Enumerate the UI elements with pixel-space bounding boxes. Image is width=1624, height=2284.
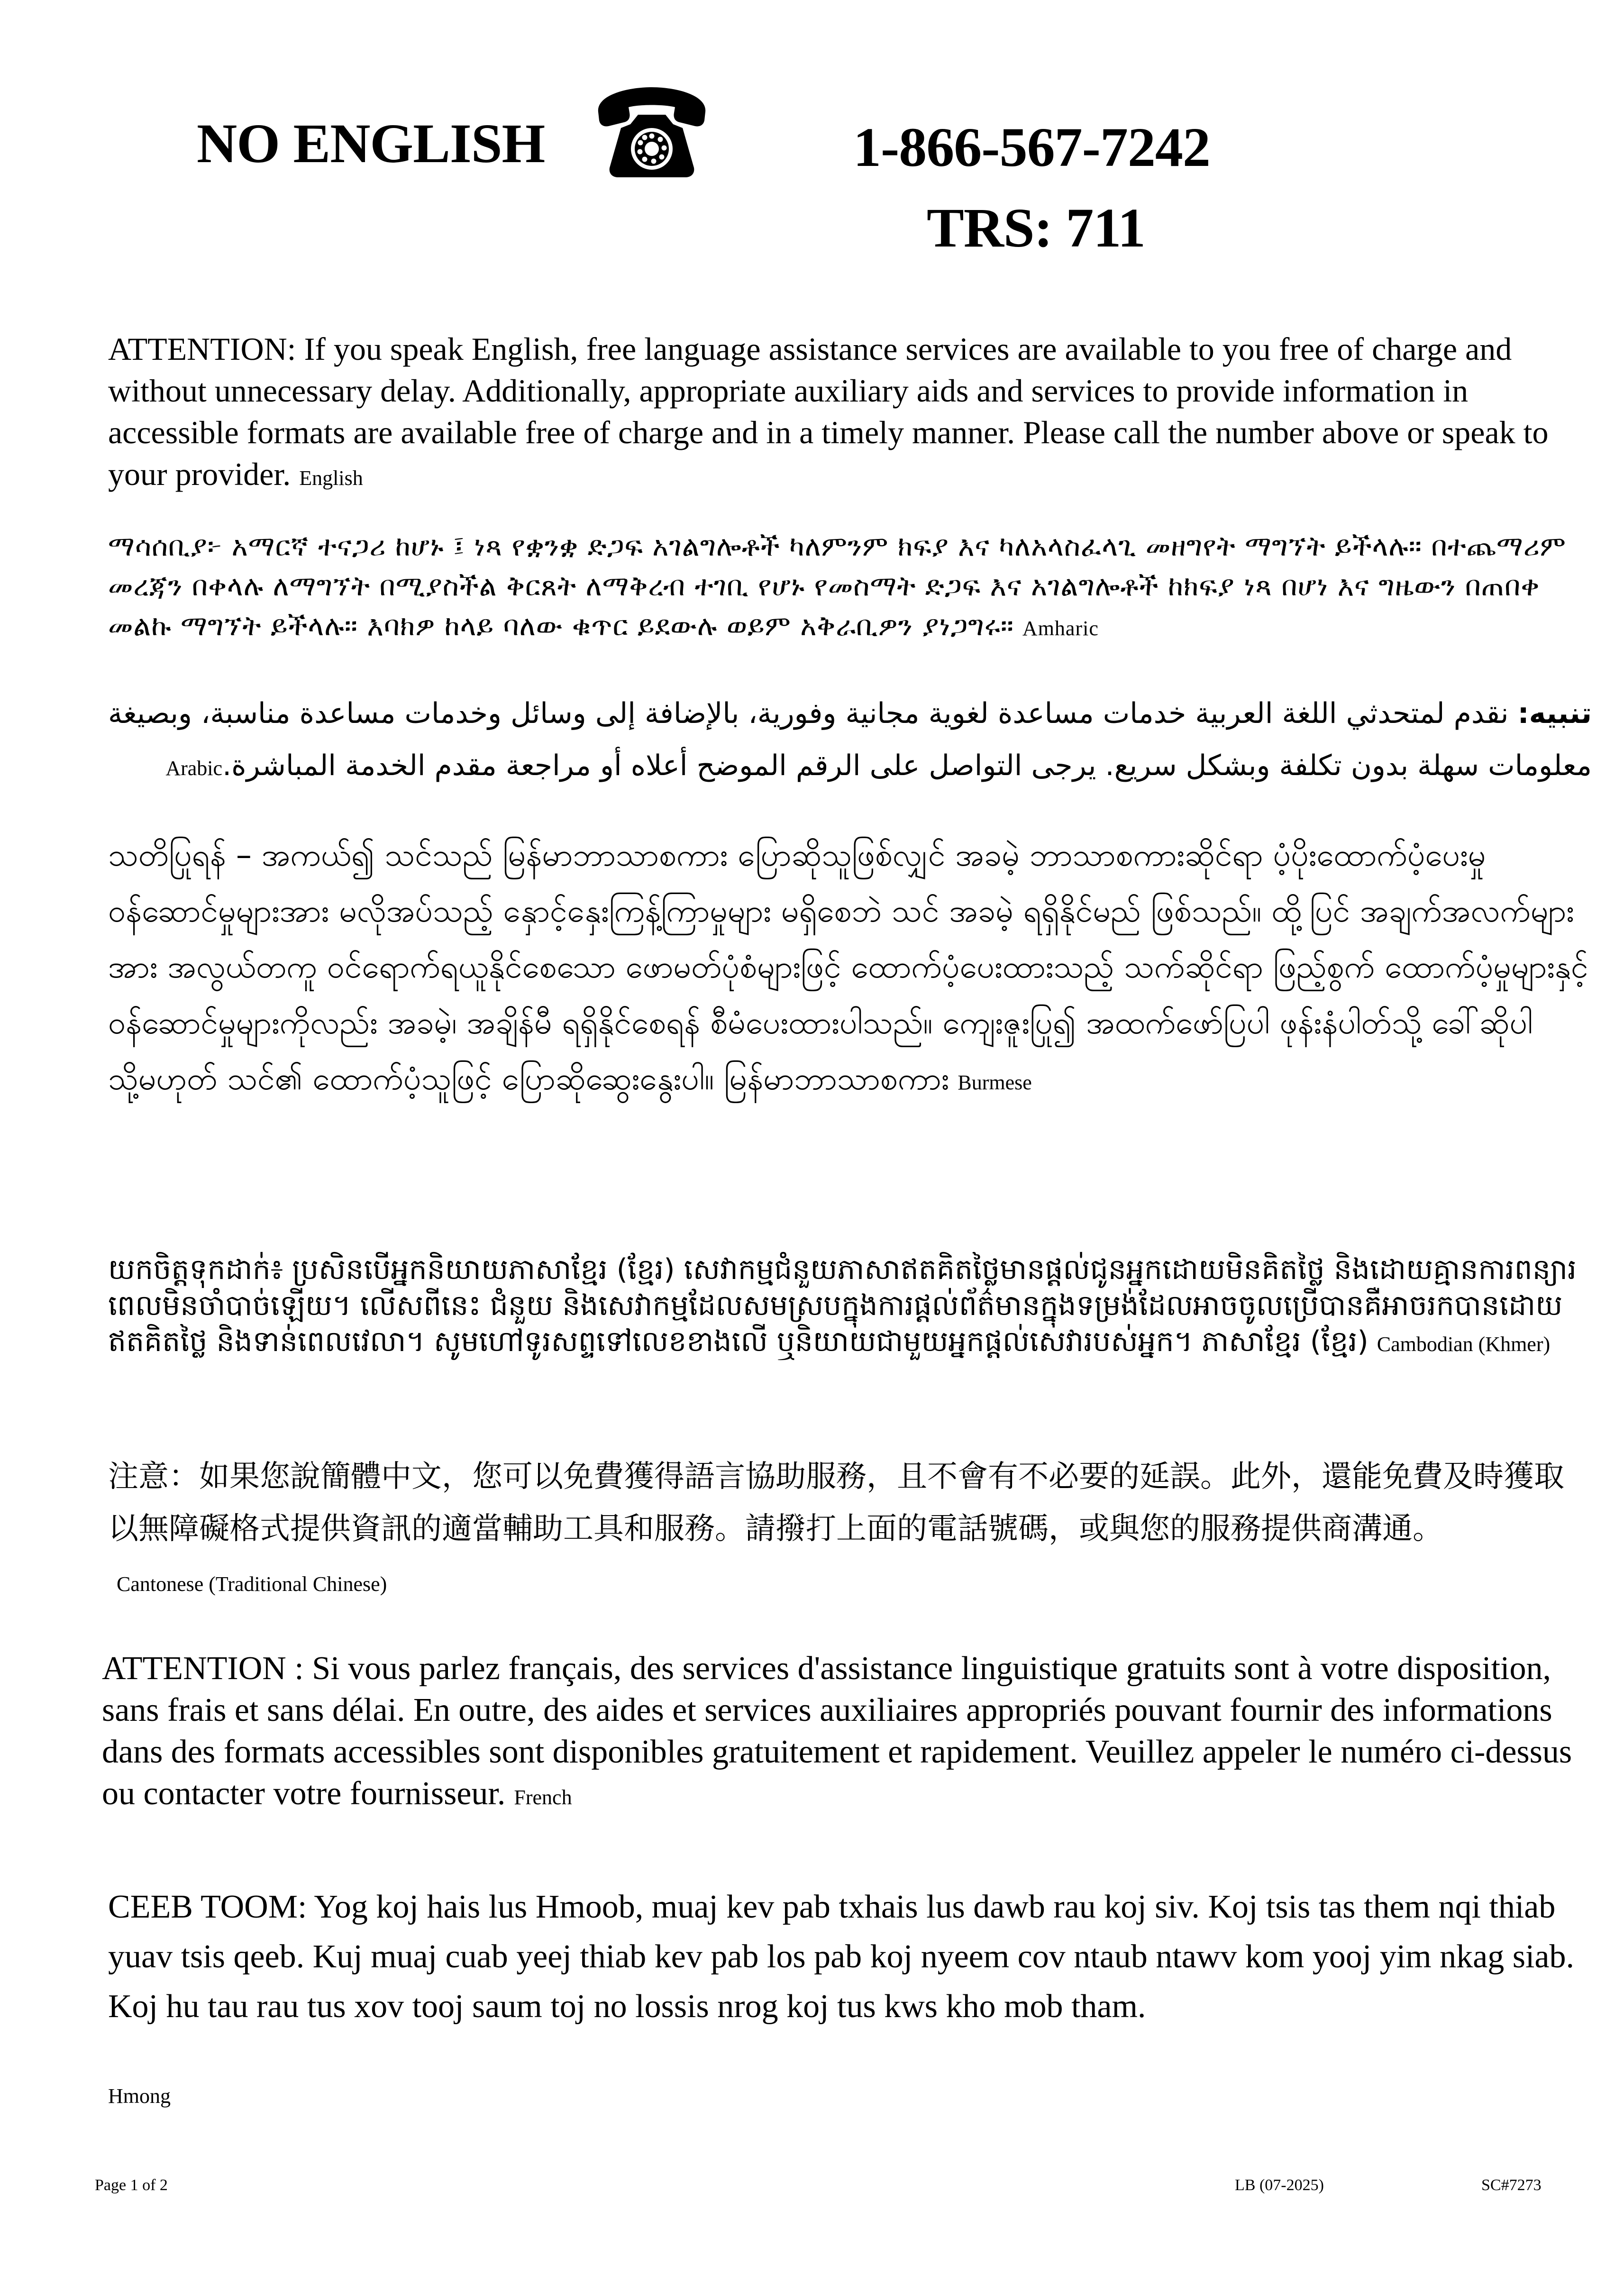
notice-french (102, 1648, 1595, 1818)
page-title: NO ENGLISH (197, 112, 545, 174)
notice-text: သတိပြုရန် – အကယ်၍ သင်သည် မြန်မာဘာသာစကား ပြောဆိုသူဖြစ်လျှင် အခမဲ့ ဘာသာစကားဆိုင်ရာ ပံ့ပိုးထောက်ပံ့ပေးမှု ဝန်ဆောင်မှုများအား မလိုအပ်သည့် နှောင့်နှေးကြန့်ကြာမှုများ မရှိစေဘဲ သင် အခမဲ့ ရရှိနိုင်မည် ဖြစ်သည်။ ထို့ပြင် အချက်အလက်များအား အလွယ်တကူ ဝင်ရောက်ရယူနိုင်စေသော ဖောမတ်ပုံစံများဖြင့် ထောက်ပံ့ပေးထားသည့် သက်ဆိုင်ရာ ဖြည့်စွက် ထောက်ပံ့မှုများနှင့် ဝန်ဆောင်မှုများကိုလည်း အခမဲ့၊ အချိန်မီ ရရှိနိုင်စေရန် စီမံပေးထားပါသည်။ ကျေးဇူးပြု၍ အထက်ဖော်ပြပါ ဖုန်းနံပါတ်သို့ ခေါ်ဆိုပါ သို့မဟုတ် သင်၏ ထောက်ပံ့သူဖြင့် ပြောဆိုဆွေးနွေးပါ။ မြန်မာဘာသာစကား (108, 837, 1588, 1097)
phone-number: 1-866-567-7242 (853, 116, 1210, 178)
telephone-icon (593, 84, 711, 179)
notice-text: 注意：如果您說簡體中文，您可以免費獲得語言協助服務，且不會有不必要的延誤。此外，還能免費及時獲取以無障礙格式提供資訊的適當輔助工具和服務。請撥打上面的電話號碼，或與您的服務提供商溝通。 (108, 1459, 1564, 1546)
notice-chinese (108, 1451, 1592, 1610)
notice-text: ATTENTION : Si vous parlez français, des services d'assistance linguistique gratuits sont à votre disposition, sans frais et sans délai. En outre, des aides et services auxiliaires appropriés pouvant fournir des informations dans des formats accessibles sont disponibles gratuitement et rapidement. Veuillez appeler le numéro ci-dessus ou contacter votre fournisseur. (102, 1650, 1572, 1812)
notice-hmong (108, 1882, 1592, 2031)
notice-amharic (108, 526, 1592, 649)
notice-text: نقدم لمتحدثي اللغة العربية خدمات مساعدة لغوية مجانية وفورية، بالإضافة إلى وسائل وخدمات مساعدة مناسبة، وبصيغة معلومات سهلة بدون تكلفة وبشكل سريع. يرجى التواصل على الرقم الموضح أعلاه أو مراجعة مقدم الخدمة المباشرة. (108, 697, 1592, 782)
notice-arabic (108, 687, 1592, 795)
notice-text: ATTENTION: If you speak English, free language assistance services are available to you free of charge and without unnecessary delay. Additionally, appropriate auxiliary aids and services to provide information in accessible formats are available free of charge and in a timely manner. Please call the number above or speak to your provider. (108, 331, 1549, 492)
language-label: Cambodian (Khmer) (1377, 1333, 1551, 1356)
form-id: LB (07-2025) (1235, 2176, 1324, 2194)
notice-text: យកចិត្តទុកដាក់៖ ប្រសិនបើអ្នកនិយាយភាសាខ្មែរ (ខ្មែរ) សេវាកម្មជំនួយភាសាឥតគិតថ្លៃមានផ្តល់ជូនអ្នកដោយមិនគិតថ្លៃ និងដោយគ្មានការពន្យារពេលមិនចាំបាច់ឡើយ។ លើសពីនេះ ជំនួយ និងសេវាកម្មដែលសមស្របក្នុងការផ្តល់ព័ត៌មានក្នុងទម្រង់ដែលអាចចូលប្រើបានគឺអាចរកបានដោយឥតគិតថ្លៃ និងទាន់ពេលវេលា។ សូមហៅទូរសព្ទទៅលេខខាងលើ ឬនិយាយជាមួយអ្នកផ្តល់សេវារបស់អ្នក។ ភាសាខ្មែរ (ខ្មែរ) (108, 1253, 1577, 1358)
page-number: Page 1 of 2 (95, 2176, 168, 2194)
language-label: French (514, 1786, 572, 1809)
notice-burmese (108, 827, 1592, 1111)
notice-khmer (108, 1252, 1592, 1362)
notice-english (108, 328, 1592, 499)
language-label: Hmong (108, 2084, 171, 2108)
notice-text: CEEB TOOM: Yog koj hais lus Hmoob, muaj kev pab txhais lus dawb rau koj siv. Koj tsis tas them nqi thiab yuav tsis qeeb. Kuj muaj cuab yeej thiab kev pab los pab koj nyeem cov ntaub ntawv kom yooj yim nkag siab. Koj hu tau rau tus xov tooj saum toj no lossis nrog koj tus kws kho mob tham. (108, 1889, 1574, 2025)
language-label: Burmese (958, 1071, 1032, 1094)
language-label: Amharic (1022, 617, 1099, 640)
notice-label: تنبيه: (1517, 697, 1592, 730)
language-label: Cantonese (Traditional Chinese) (117, 1572, 387, 1596)
language-label: English (299, 466, 363, 490)
document-code: SC#7273 (1481, 2176, 1542, 2194)
language-label: Arabic (165, 757, 223, 780)
trs-number: TRS: 711 (927, 197, 1145, 259)
notice-text: ማሳሰቢያ፦ አማርኛ ተናጋሪ ከሆኑ ፤ ነጻ የቋንቋ ድጋፍ አገልግሎቶች ካለምንም ክፍያ እና ካለአላስፈላጊ መዘግየት ማግኘት ይችላሉ። በተጨማሪም መረጃን በቀላሉ ለማግኘት በሚያስችል ቅርጸት ለማቅረብ ተገቢ የሆኑ የመስማት ድጋፍ እና አገልግሎቶች ከክፍያ ነጻ በሆነ እና ግዜውን በጠበቀ መልኩ ማግኘት ይችላሉ። እባክዎ ከላይ ባለው ቁጥር ይደውሉ ወይም አቅራቢዎን ያነጋግሩ። (108, 530, 1566, 642)
